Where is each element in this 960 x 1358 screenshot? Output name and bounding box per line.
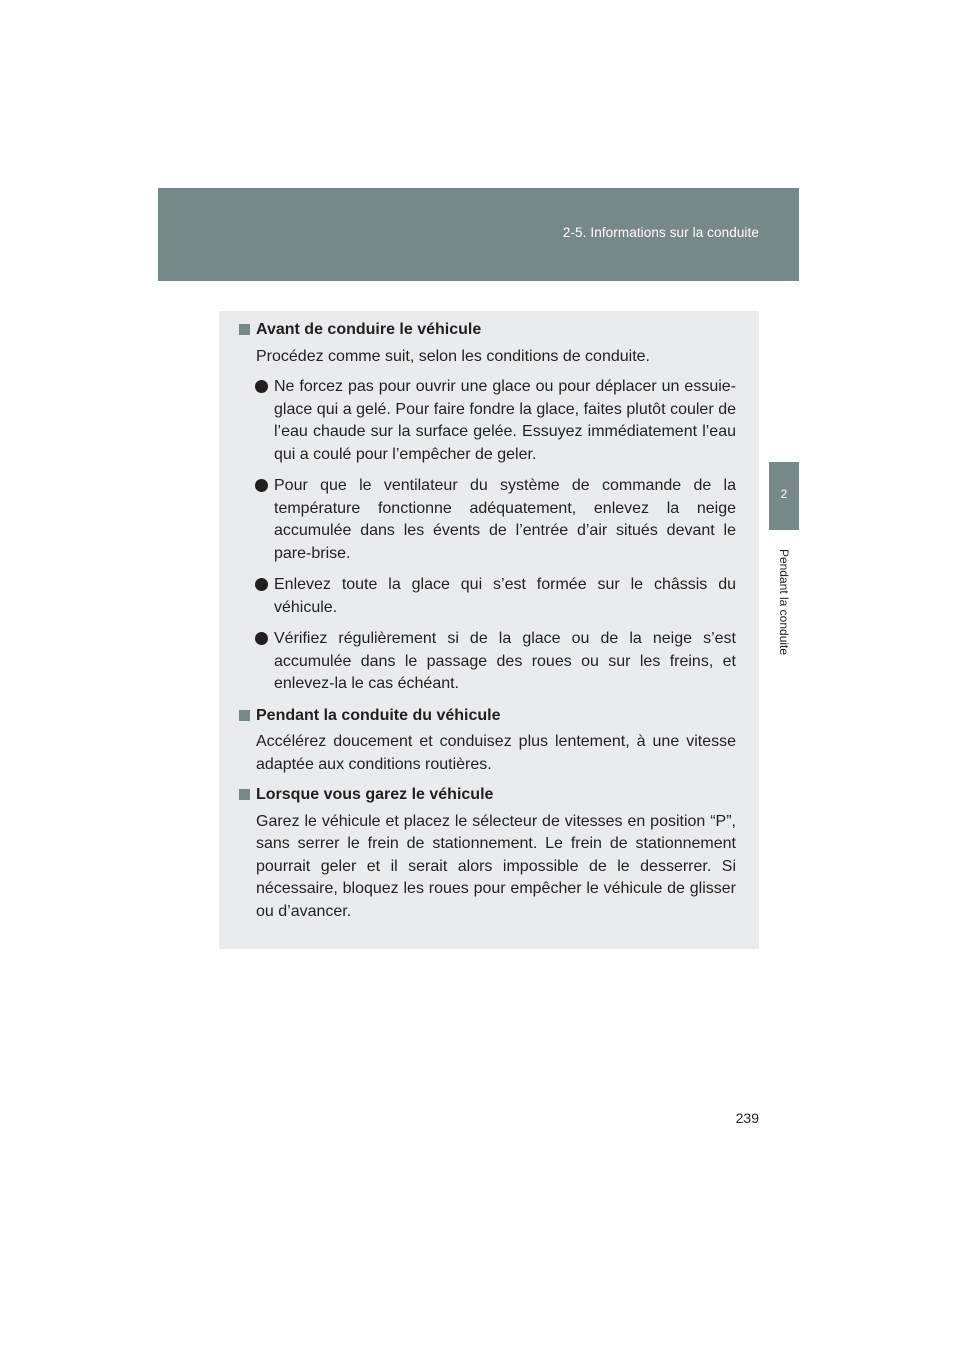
list-item-text: Ne forcez pas pour ouvrir une glace ou pour déplacer un essuie-glace qui a gelé. Pour faire fondre la glace, faites plutôt couler de l’eau chaude sur la surface gelée. Essuyez immédiatement l’eau qui a coulé pour l’empêcher de geler.	[274, 378, 736, 463]
info-content	[238, 319, 736, 931]
section-heading	[238, 319, 736, 342]
section-title: 2-5. Informations sur la conduite	[562, 225, 759, 240]
square-bullet-icon	[239, 324, 250, 335]
section-body: Accélérez doucement et conduisez plus lentement, à une vitesse adaptée aux conditions routières.	[256, 733, 736, 773]
list-item	[238, 376, 736, 466]
list-item-text: Vérifiez régulièrement si de la glace ou de la neige s’est accumulée dans le passage des roues ou sur les freins, et enlevez-la le cas échéant.	[274, 630, 736, 692]
header-band	[158, 188, 799, 281]
section-before-driving	[238, 319, 736, 696]
square-bullet-icon	[239, 710, 250, 721]
round-bullet-icon	[255, 578, 268, 591]
section-body: Garez le véhicule et placez le sélecteur de vitesses en position “P”, sans serrer le frein de stationnement. Le frein de stationnement pourrait geler et il serait alors impossible de le desserrer. Si nécessaire, bloquez les roues pour empêcher le véhicule de glisser ou d’avancer.	[256, 812, 736, 920]
section-heading-text: Avant de conduire le véhicule	[256, 321, 482, 338]
section-intro: Procédez comme suit, selon les conditions de conduite.	[256, 347, 650, 365]
square-bullet-icon	[239, 789, 250, 800]
list-item	[238, 475, 736, 565]
section-heading	[238, 705, 736, 728]
round-bullet-icon	[255, 479, 268, 492]
bullet-list	[238, 376, 736, 696]
chapter-number: 2	[780, 487, 788, 501]
section-heading-text: Lorsque vous garez le véhicule	[256, 786, 494, 803]
list-item	[238, 574, 736, 619]
chapter-label: Pendant la conduite	[777, 548, 791, 656]
chapter-tab	[769, 462, 799, 530]
section-heading-text: Pendant la conduite du véhicule	[256, 706, 501, 724]
list-item-text: Enlevez toute la glace qui s’est formée sur le châssis du véhicule.	[274, 576, 736, 616]
list-item	[238, 628, 736, 696]
page-number: 239	[735, 1110, 759, 1126]
section-heading	[238, 784, 736, 807]
round-bullet-icon	[255, 632, 268, 645]
section-parking	[238, 784, 736, 923]
section-while-driving	[238, 705, 736, 777]
round-bullet-icon	[255, 380, 268, 393]
list-item-text: Pour que le ventilateur du système de commande de la température fonctionne adéquatement, enlevez la neige accumulée dans les évents de l’entrée d’air situés devant le pare-brise.	[274, 477, 736, 562]
